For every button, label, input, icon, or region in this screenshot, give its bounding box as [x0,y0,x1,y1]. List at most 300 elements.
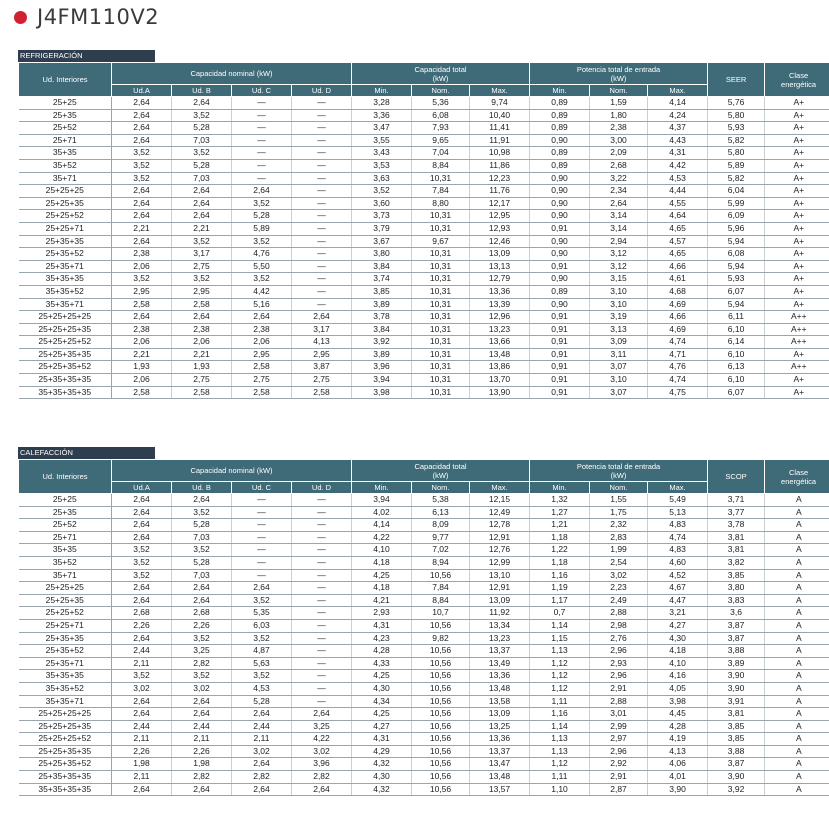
cell-pot-max: 4,61 [648,273,708,286]
cell-ud-a: 2,64 [112,210,172,223]
cell-ud-b: 7,03 [172,134,232,147]
cell-clase: A [765,506,829,519]
cell-ud-c: 6,03 [232,619,292,632]
cell-ud-b: 2,75 [172,260,232,273]
subheader-cap-nom: Nom. [412,85,470,97]
cell-ud-d: — [292,298,352,311]
cell-cap-max: 12,17 [470,197,530,210]
section-label: CALEFACCIÓN [18,447,155,459]
table-row [19,670,829,683]
header-capacidad-total: Capacidad total (kW) [352,460,530,482]
cell-clase: A [765,708,829,721]
table-row [19,298,829,311]
cell-cap-min: 2,93 [352,607,412,620]
cell-ud-d: — [292,632,352,645]
cell-ud-a: 2,68 [112,607,172,620]
cell-clase: A [765,783,829,796]
cell-pot-max: 4,69 [648,323,708,336]
subheader-cap-max: Max. [470,85,530,97]
cell-ud-a: 3,02 [112,682,172,695]
cell-ud-interiores: 35+35 [19,544,112,557]
cell-ud-c: 3,02 [232,745,292,758]
cell-efficiency: 3,83 [708,594,765,607]
cell-pot-min: 0,90 [530,298,590,311]
cell-pot-nom: 3,11 [590,348,648,361]
table-row [19,544,829,557]
cell-ud-c: 2,64 [232,758,292,771]
cell-ud-b: 3,52 [172,670,232,683]
cell-cap-min: 3,67 [352,235,412,248]
cell-pot-nom: 2,54 [590,556,648,569]
header-scop: SCOP [708,460,765,494]
table-row [19,494,829,507]
cell-pot-nom: 3,14 [590,210,648,223]
cell-clase: A [765,556,829,569]
cell-pot-max: 4,47 [648,594,708,607]
cell-ud-b: 3,02 [172,682,232,695]
subheader-ud-d: Ud. D [292,85,352,97]
cell-cap-min: 4,18 [352,582,412,595]
cell-cap-min: 3,94 [352,494,412,507]
cell-pot-min: 0,91 [530,311,590,324]
cell-ud-c: 2,64 [232,708,292,721]
cell-cap-nom: 10,7 [412,607,470,620]
cell-cap-nom: 7,93 [412,122,470,135]
cell-ud-c: — [232,159,292,172]
cell-cap-nom: 10,31 [412,210,470,223]
cell-ud-b: 7,03 [172,172,232,185]
cell-ud-c: 4,87 [232,645,292,658]
cell-cap-max: 12,79 [470,273,530,286]
header-capacidad-total: Capacidad total (kW) [352,63,530,85]
cell-ud-d: — [292,172,352,185]
cell-clase: A+ [765,122,829,135]
cell-ud-b: 3,52 [172,109,232,122]
cell-cap-nom: 7,02 [412,544,470,557]
cell-cap-min: 3,94 [352,374,412,387]
table-row [19,569,829,582]
cell-ud-d: — [292,519,352,532]
cell-ud-a: 3,52 [112,556,172,569]
cell-pot-min: 0,90 [530,172,590,185]
cell-cap-min: 3,73 [352,210,412,223]
table-row [19,197,829,210]
cell-clase: A [765,519,829,532]
cell-ud-interiores: 25+25 [19,97,112,110]
cell-ud-b: 7,03 [172,531,232,544]
cell-ud-d: — [292,235,352,248]
cell-efficiency: 6,09 [708,210,765,223]
cell-clase: A+ [765,210,829,223]
table-row [19,695,829,708]
cell-ud-interiores: 35+35+35 [19,273,112,286]
cell-cap-min: 4,25 [352,569,412,582]
cell-ud-interiores: 25+35 [19,109,112,122]
cell-ud-c: — [232,494,292,507]
table-row [19,185,829,198]
cell-pot-min: 0,90 [530,273,590,286]
cell-ud-c: 5,28 [232,210,292,223]
spec-table-refrigeracion [18,62,829,399]
table-row [19,708,829,721]
cell-ud-b: 2,64 [172,185,232,198]
cell-ud-c: 2,58 [232,386,292,399]
cell-pot-nom: 3,22 [590,172,648,185]
cell-efficiency: 6,08 [708,248,765,261]
cell-clase: A+ [765,222,829,235]
cell-pot-min: 1,12 [530,657,590,670]
cell-pot-nom: 3,13 [590,323,648,336]
cell-pot-max: 4,67 [648,582,708,595]
cell-ud-a: 2,44 [112,645,172,658]
cell-ud-d: — [292,285,352,298]
cell-cap-nom: 8,94 [412,556,470,569]
cell-pot-nom: 2,68 [590,159,648,172]
cell-ud-d: — [292,670,352,683]
cell-ud-d: 2,64 [292,783,352,796]
table-row [19,519,829,532]
cell-pot-nom: 3,12 [590,248,648,261]
cell-cap-nom: 6,08 [412,109,470,122]
cell-ud-b: 1,98 [172,758,232,771]
cell-cap-nom: 9,77 [412,531,470,544]
cell-ud-a: 2,64 [112,531,172,544]
header-potencia-total: Potencia total de entrada (kW) [530,460,708,482]
cell-pot-min: 1,12 [530,670,590,683]
cell-pot-max: 4,16 [648,670,708,683]
cell-ud-c: 5,63 [232,657,292,670]
cell-cap-min: 4,27 [352,720,412,733]
cell-pot-nom: 2,99 [590,720,648,733]
cell-ud-a: 2,26 [112,619,172,632]
cell-ud-b: 2,38 [172,323,232,336]
cell-ud-c: 4,76 [232,248,292,261]
cell-ud-a: 3,52 [112,159,172,172]
cell-clase: A+ [765,386,829,399]
cell-cap-max: 13,34 [470,619,530,632]
cell-pot-nom: 2,93 [590,657,648,670]
cell-clase: A+ [765,97,829,110]
cell-pot-nom: 1,55 [590,494,648,507]
cell-pot-nom: 2,83 [590,531,648,544]
cell-cap-min: 3,60 [352,197,412,210]
cell-cap-nom: 10,56 [412,695,470,708]
cell-pot-min: 0,91 [530,386,590,399]
cell-cap-min: 4,25 [352,670,412,683]
cell-ud-interiores: 25+25+25 [19,582,112,595]
table-row [19,758,829,771]
cell-cap-max: 12,76 [470,544,530,557]
cell-clase: A [765,657,829,670]
cell-ud-interiores: 25+25+25 [19,185,112,198]
cell-cap-max: 12,23 [470,172,530,185]
cell-ud-a: 2,58 [112,298,172,311]
cell-cap-nom: 10,31 [412,248,470,261]
cell-pot-max: 4,69 [648,298,708,311]
table-row [19,248,829,261]
cell-ud-interiores: 35+35 [19,147,112,160]
table-row [19,733,829,746]
cell-ud-interiores: 25+35+52 [19,645,112,658]
cell-pot-max: 4,13 [648,745,708,758]
cell-ud-a: 2,26 [112,745,172,758]
cell-pot-max: 3,98 [648,695,708,708]
cell-cap-max: 11,92 [470,607,530,620]
cell-ud-d: — [292,494,352,507]
cell-pot-min: 0,90 [530,185,590,198]
table-row [19,311,829,324]
cell-ud-b: 2,64 [172,594,232,607]
table-row [19,594,829,607]
cell-ud-interiores: 25+35+35 [19,632,112,645]
subheader-pot-max: Max. [648,85,708,97]
cell-cap-max: 12,91 [470,531,530,544]
cell-cap-max: 12,96 [470,311,530,324]
cell-cap-min: 3,84 [352,260,412,273]
cell-ud-d: — [292,556,352,569]
cell-pot-min: 1,11 [530,771,590,784]
cell-pot-nom: 1,99 [590,544,648,557]
table-body [19,494,829,796]
cell-ud-b: 2,26 [172,745,232,758]
subheader-ud-b: Ud. B [172,85,232,97]
cell-ud-b: 5,28 [172,519,232,532]
cell-ud-b: 5,28 [172,556,232,569]
cell-ud-c: 2,64 [232,783,292,796]
cell-cap-min: 3,47 [352,122,412,135]
subheader-cap-min: Min. [352,85,412,97]
cell-cap-min: 3,80 [352,248,412,261]
cell-ud-d: 2,82 [292,771,352,784]
cell-ud-c: 2,64 [232,185,292,198]
cell-pot-max: 4,83 [648,544,708,557]
cell-ud-a: 2,64 [112,783,172,796]
cell-cap-nom: 5,38 [412,494,470,507]
cell-cap-min: 4,32 [352,783,412,796]
cell-clase: A+ [765,134,829,147]
cell-ud-interiores: 25+25+25+35 [19,720,112,733]
cell-cap-max: 13,39 [470,298,530,311]
cell-pot-nom: 3,00 [590,134,648,147]
cell-cap-nom: 10,31 [412,374,470,387]
cell-ud-c: 4,42 [232,285,292,298]
page-title: J4FM110V2 [37,5,160,29]
cell-cap-min: 3,84 [352,323,412,336]
table-row [19,374,829,387]
cell-ud-d: — [292,594,352,607]
table-row [19,172,829,185]
cell-clase: A+ [765,109,829,122]
cell-ud-a: 2,64 [112,594,172,607]
cell-efficiency: 6,04 [708,185,765,198]
cell-pot-min: 1,14 [530,720,590,733]
cell-pot-nom: 2,88 [590,695,648,708]
cell-ud-interiores: 25+71 [19,531,112,544]
cell-clase: A [765,494,829,507]
cell-ud-b: 2,58 [172,386,232,399]
cell-cap-min: 4,21 [352,594,412,607]
cell-ud-interiores: 25+35+71 [19,657,112,670]
cell-ud-b: 1,93 [172,361,232,374]
cell-efficiency: 5,89 [708,159,765,172]
cell-cap-min: 4,29 [352,745,412,758]
cell-ud-a: 3,52 [112,569,172,582]
subheader-ud-c: Ud. C [232,482,292,494]
cell-pot-nom: 3,10 [590,298,648,311]
cell-ud-interiores: 25+52 [19,519,112,532]
cell-cap-min: 4,02 [352,506,412,519]
table-body [19,97,829,399]
cell-efficiency: 5,80 [708,147,765,160]
cell-cap-min: 4,31 [352,733,412,746]
cell-ud-interiores: 25+25+71 [19,619,112,632]
cell-clase: A+ [765,147,829,160]
cell-pot-nom: 2,96 [590,670,648,683]
cell-cap-min: 3,78 [352,311,412,324]
cell-cap-max: 13,86 [470,361,530,374]
cell-cap-max: 11,41 [470,122,530,135]
cell-cap-min: 4,34 [352,695,412,708]
table-row [19,235,829,248]
cell-efficiency: 5,76 [708,97,765,110]
cell-ud-a: 2,44 [112,720,172,733]
subheader-pot-nom: Nom. [590,85,648,97]
cell-pot-max: 4,66 [648,260,708,273]
table-row [19,285,829,298]
cell-cap-max: 13,36 [470,285,530,298]
cell-cap-max: 13,37 [470,745,530,758]
cell-ud-c: 2,64 [232,582,292,595]
cell-cap-max: 11,76 [470,185,530,198]
cell-ud-c: — [232,569,292,582]
cell-clase: A++ [765,336,829,349]
cell-cap-min: 4,30 [352,771,412,784]
cell-efficiency: 5,82 [708,172,765,185]
cell-pot-min: 1,17 [530,594,590,607]
cell-cap-nom: 10,56 [412,682,470,695]
cell-cap-nom: 10,56 [412,670,470,683]
cell-clase: A+ [765,298,829,311]
cell-pot-min: 1,18 [530,531,590,544]
cell-ud-a: 2,64 [112,197,172,210]
cell-pot-min: 0,91 [530,361,590,374]
cell-ud-b: 2,64 [172,494,232,507]
cell-ud-d: 3,17 [292,323,352,336]
cell-ud-b: 2,95 [172,285,232,298]
table-row [19,97,829,110]
cell-clase: A+ [765,159,829,172]
cell-cap-min: 3,96 [352,361,412,374]
cell-ud-b: 5,28 [172,159,232,172]
cell-efficiency: 5,96 [708,222,765,235]
cell-pot-min: 1,27 [530,506,590,519]
cell-ud-b: 2,64 [172,97,232,110]
cell-clase: A+ [765,348,829,361]
cell-cap-nom: 10,56 [412,720,470,733]
cell-ud-a: 2,64 [112,582,172,595]
cell-efficiency: 3,90 [708,682,765,695]
cell-clase: A+ [765,197,829,210]
cell-ud-interiores: 25+52 [19,122,112,135]
cell-cap-max: 13,48 [470,771,530,784]
cell-pot-max: 4,74 [648,336,708,349]
cell-cap-min: 3,79 [352,222,412,235]
cell-clase: A [765,632,829,645]
cell-ud-a: 2,64 [112,122,172,135]
subheader-cap-max: Max. [470,482,530,494]
cell-cap-min: 4,28 [352,645,412,658]
table-row [19,122,829,135]
cell-pot-max: 4,01 [648,771,708,784]
cell-cap-max: 13,70 [470,374,530,387]
table-row [19,273,829,286]
cell-pot-nom: 2,87 [590,783,648,796]
cell-efficiency: 3,81 [708,531,765,544]
cell-pot-min: 0,91 [530,260,590,273]
cell-efficiency: 3,85 [708,733,765,746]
cell-ud-a: 2,11 [112,733,172,746]
cell-ud-b: 2,06 [172,336,232,349]
cell-clase: A [765,720,829,733]
subheader-ud-a: Ud.A [112,85,172,97]
cell-ud-a: 3,52 [112,147,172,160]
cell-pot-min: 0,90 [530,210,590,223]
cell-clase: A++ [765,323,829,336]
subheader-pot-nom: Nom. [590,482,648,494]
cell-cap-min: 4,30 [352,682,412,695]
cell-cap-min: 3,85 [352,285,412,298]
cell-pot-nom: 2,91 [590,682,648,695]
cell-ud-b: 2,64 [172,582,232,595]
cell-clase: A [765,758,829,771]
cell-cap-max: 10,98 [470,147,530,160]
cell-cap-max: 13,66 [470,336,530,349]
cell-efficiency: 6,14 [708,336,765,349]
cell-ud-a: 2,64 [112,185,172,198]
cell-efficiency: 3,87 [708,632,765,645]
cell-ud-interiores: 25+35+71 [19,260,112,273]
cell-ud-interiores: 25+25+35 [19,197,112,210]
table-row [19,323,829,336]
section-label: REFRIGERACIÓN [18,50,155,62]
cell-cap-nom: 10,56 [412,569,470,582]
table-row [19,619,829,632]
cell-pot-max: 4,37 [648,122,708,135]
cell-cap-max: 13,90 [470,386,530,399]
cell-cap-max: 13,36 [470,670,530,683]
cell-pot-max: 4,57 [648,235,708,248]
cell-ud-interiores: 35+35+52 [19,285,112,298]
cell-cap-max: 10,40 [470,109,530,122]
cell-ud-b: 2,75 [172,374,232,387]
cell-ud-interiores: 35+71 [19,172,112,185]
cell-clase: A [765,733,829,746]
cell-pot-min: 0,90 [530,235,590,248]
cell-pot-max: 4,55 [648,197,708,210]
cell-pot-max: 4,45 [648,708,708,721]
cell-cap-max: 12,78 [470,519,530,532]
cell-pot-max: 4,83 [648,519,708,532]
header-capacidad-nominal: Capacidad nominal (kW) [112,460,352,482]
cell-cap-min: 3,89 [352,298,412,311]
cell-cap-nom: 10,56 [412,657,470,670]
cell-efficiency: 6,13 [708,361,765,374]
cell-pot-min: 0,89 [530,285,590,298]
cell-efficiency: 5,94 [708,260,765,273]
cell-cap-nom: 10,31 [412,336,470,349]
cell-pot-nom: 2,32 [590,519,648,532]
cell-clase: A [765,544,829,557]
